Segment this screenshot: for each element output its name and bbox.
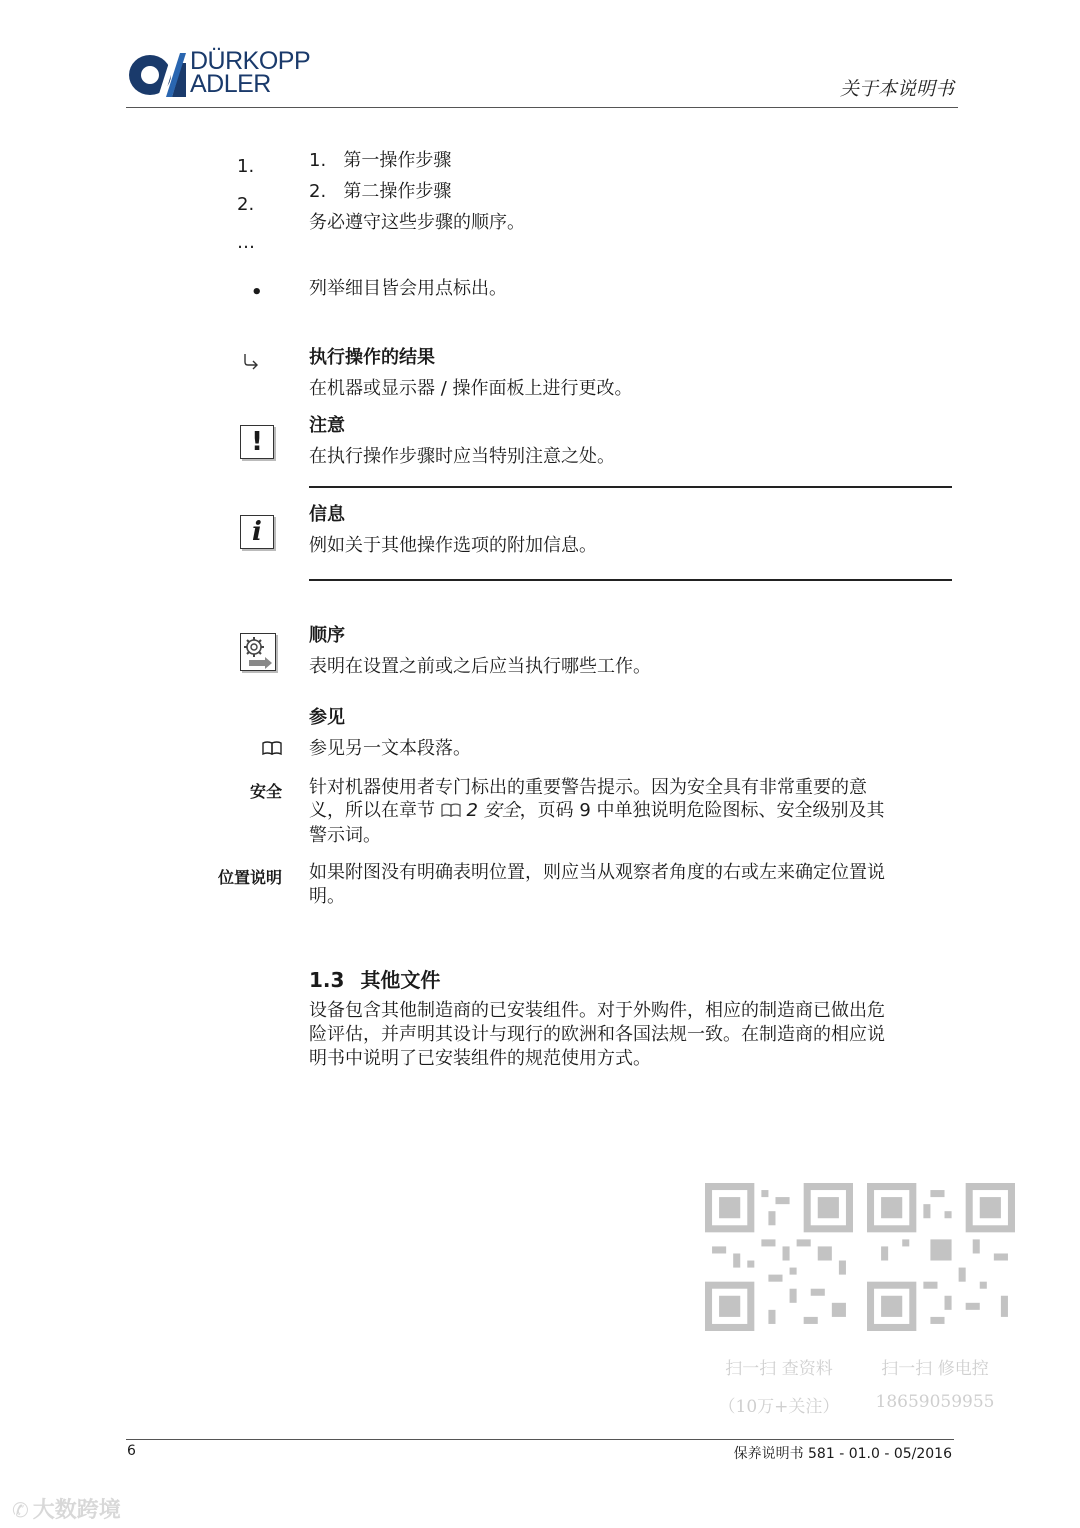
qr-1-caption-2: （10万+关注） (718, 1397, 840, 1417)
book-ref-icon (441, 803, 461, 817)
safety-line-2-b: ，页码 9 中单独说明危险图标、安全级别及其 (519, 800, 885, 821)
section-line-2: 险评估，并声明其设计与现行的欧洲和各国法规一致。在制造商的相应说 (309, 1024, 885, 1045)
result-text: 在机器或显示器 / 操作面板上进行更改。 (309, 378, 633, 399)
section-number: 1.3 (309, 968, 345, 992)
footer-divider (126, 1439, 954, 1440)
sequence-gear-icon (240, 633, 276, 671)
brand-line1: DÜRKOPP (190, 47, 311, 75)
book-icon (262, 741, 282, 755)
safety-label: 安全 (249, 782, 282, 801)
step-order-note: 务必遵守这些步骤的顺序。 (309, 212, 525, 233)
footer-document-ref: 保养说明书 581 - 01.0 - 05/2016 (733, 1446, 952, 1462)
reference-title: 参见 (309, 707, 345, 728)
corner-watermark (12, 1493, 121, 1524)
step-2: 2. 第二操作步骤 (309, 181, 452, 202)
info-icon-glyph: i (252, 517, 262, 547)
info-title: 信息 (309, 504, 345, 525)
qr-code-1-icon (705, 1183, 853, 1331)
position-line-2: 明。 (309, 886, 345, 907)
section-title: 其他文件 (360, 968, 441, 992)
note-divider (309, 486, 952, 488)
bullet-icon: • (251, 282, 263, 303)
watermark-logo-icon: ✆ (12, 1498, 29, 1522)
step-margin-2: 2. (237, 194, 255, 215)
result-arrow-icon (242, 353, 260, 371)
result-title: 执行操作的结果 (309, 347, 435, 368)
position-label: 位置说明 (217, 868, 282, 887)
sequence-text: 表明在设置之前或之后应当执行哪些工作。 (309, 656, 651, 677)
qr-1-caption-1: 扫一扫 查资料 (725, 1359, 833, 1379)
logo-icon (128, 53, 186, 97)
safety-line-3: 警示词。 (309, 825, 381, 846)
list-text: 列举细目皆会用点标出。 (309, 278, 507, 299)
safety-chapter-link[interactable]: 2 安全 (466, 800, 520, 821)
safety-line-1: 针对机器使用者专门标出的重要警告提示。因为安全具有非常重要的意 (309, 777, 867, 798)
info-text: 例如关于其他操作选项的附加信息。 (309, 535, 597, 556)
info-icon (240, 515, 274, 549)
document-title: 关于本说明书 (839, 78, 954, 100)
sequence-title: 顺序 (309, 625, 345, 646)
reference-text: 参见另一文本段落。 (309, 738, 471, 759)
step-margin-ellipsis: … (237, 232, 255, 253)
note-title: 注意 (309, 415, 345, 436)
brand-logo (128, 47, 328, 100)
brand-line2: ADLER (190, 70, 271, 98)
warning-icon (240, 425, 274, 459)
header-divider (126, 107, 958, 108)
step-1: 1. 第一操作步骤 (309, 150, 452, 171)
safety-line-2 (309, 799, 885, 823)
position-line-1: 如果附图没有明确表明位置，则应当从观察者角度的右或左来确定位置说 (309, 862, 885, 883)
qr-code-2-icon (867, 1183, 1015, 1331)
page-number: 6 (127, 1443, 136, 1459)
step-margin-1: 1. (237, 156, 255, 177)
section-line-1: 设备包含其他制造商的已安装组件。对于外购件，相应的制造商已做出危 (309, 1000, 885, 1021)
safety-line-2-a: 义，所以在章节 (309, 800, 441, 821)
info-divider (309, 579, 952, 581)
warning-icon-glyph: ! (251, 427, 263, 457)
qr-2-caption-1: 扫一扫 修电控 (881, 1359, 989, 1379)
watermark-text: 大数跨境 (32, 1498, 121, 1523)
brand-name (190, 47, 311, 98)
section-line-3: 明书中说明了已安装组件的规范使用方式。 (309, 1048, 651, 1069)
section-heading (309, 964, 440, 993)
note-text: 在执行操作步骤时应当特别注意之处。 (309, 446, 615, 467)
qr-2-caption-2: 18659059955 (875, 1392, 995, 1412)
